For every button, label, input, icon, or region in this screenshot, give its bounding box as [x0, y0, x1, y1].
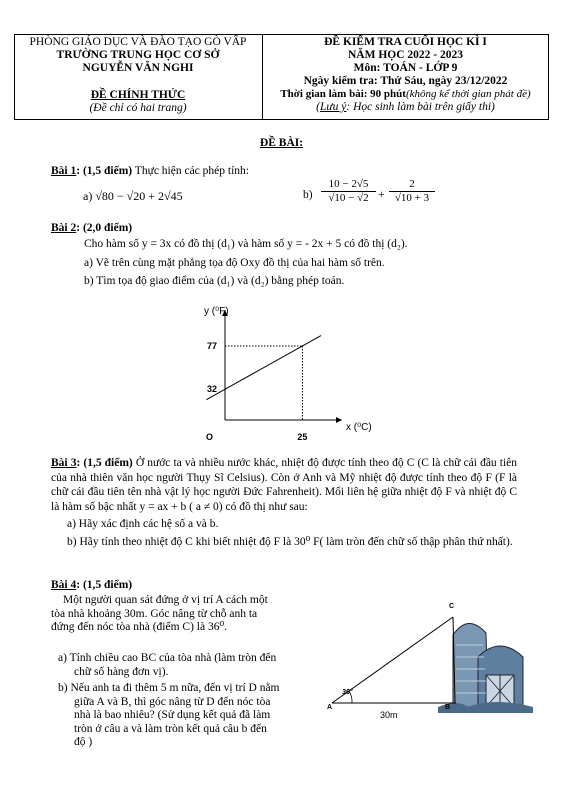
- x-axis-label: x (⁰C): [346, 422, 372, 433]
- pages-note: (Đề chỉ có hai trang): [89, 102, 187, 114]
- bai3-a: a) Hãy xác định các hệ số a và b.: [67, 518, 219, 530]
- bai1-a: a) √80 − √20 + 2√45: [83, 189, 183, 203]
- x-tick-label: 25: [297, 432, 308, 442]
- distance-label: 30m: [380, 710, 398, 720]
- section-title: ĐỀ BÀI:: [259, 137, 304, 149]
- building-figure: [318, 595, 548, 725]
- bai2-a: a) Vẽ trên cùng mặt phẳng tọa độ Oxy đồ thị của hai hàm số trên.: [84, 257, 385, 269]
- bai1-b-frac2: 2 √10 + 3: [389, 178, 435, 205]
- bai3-paragraph: Bài 3: (1,5 điểm) Ở nước ta và nhiều nước khác, nhiệt độ được tính theo độ C (C là chữ cái đầu tiên của nhà thiên văn học người Thụy Sĩ Celsius). Còn ở Anh và Mỹ nhiệt độ được tính theo độ F (F là chữ cái đầu tiên tên nhà vật lý học người Đức Fahrenheit). Mối liên hệ giữa nhiệt độ F và nhiệt độ C là hàm số bậc nhất y = ax + b ( a ≠ 0) có đồ thị như sau:: [51, 457, 517, 513]
- header-right: [262, 36, 549, 114]
- bai1-a-expr: √80 − √20 + 2√45: [95, 189, 183, 203]
- series-line: [206, 336, 321, 400]
- y-tick-label: 32: [206, 384, 217, 395]
- header-left: [14, 36, 262, 115]
- bai4-paragraph: Một người quan sát đứng ở vị trí A cách một tòa nhà khoảng 30m. Góc nâng từ chỗ anh ta đứng đến nóc tòa nhà (điểm C) là 36⁰.: [51, 594, 268, 633]
- exam-date: Ngày kiểm tra: Thứ Sáu, ngày 23/12/2022: [303, 75, 508, 87]
- bai4-b: b) Nếu anh ta đi thêm 5 m nữa, đến vị trí D nằm giữa A và B, thì góc nâng từ D đến nóc tòa nhà là bao nhiêu? (Sử dụng kết quả đã làm tròn ở câu a và làm tròn kết quả câu b đến độ ): [58, 682, 280, 748]
- subject: Môn: TOÁN - LỚP 9: [353, 62, 458, 74]
- dept-name: PHÒNG GIÁO DỤC VÀ ĐÀO TẠO GÒ VẤP: [29, 36, 247, 48]
- note-line: (Lưu ý: Học sinh làm bài trên giấy thi): [316, 101, 495, 113]
- bai1-b: b) 10 − 2√5 √10 − √2 + 2 √10 + 3: [303, 178, 433, 218]
- school-year: NĂM HỌC 2022 - 2023: [348, 49, 463, 61]
- exam-title: ĐỀ KIỂM TRA CUỐI HỌC KÌ I: [324, 36, 487, 48]
- bai2-line1: Cho hàm số y = 3x có đồ thị (d₁) và hàm số y = - 2x + 5 có đồ thị (d₂).: [84, 238, 408, 250]
- bai1-heading: Bài 1: (1,5 điểm) Thực hiện các phép tính:: [51, 165, 249, 177]
- school-line1: TRƯỜNG TRUNG HỌC CƠ SỞ: [56, 49, 220, 61]
- temperature-chart: [180, 300, 410, 450]
- school-line2: NGUYỄN VĂN NGHI: [82, 62, 194, 74]
- time-line: Thời gian làm bài: 90 phút(không kể thời gian phát đề): [280, 88, 531, 100]
- bai2-b: b) Tìm tọa độ giao điểm của (d₁) và (d₂) bằng phép toán.: [84, 275, 345, 287]
- bai2-heading: Bài 2: (2,0 điểm): [51, 222, 133, 234]
- bai4-a: a) Tính chiều cao BC của tòa nhà (làm tròn đến chữ số hàng đơn vị).: [58, 652, 277, 678]
- point-C-label: C: [449, 603, 455, 610]
- official-label: ĐỀ CHÍNH THỨC: [90, 89, 186, 101]
- bai1-b-frac1: 10 − 2√5 √10 − √2: [321, 178, 376, 205]
- building-illustration: [438, 623, 533, 713]
- y-axis-label: y (⁰F): [204, 306, 229, 317]
- point-B-label: B: [445, 704, 451, 711]
- bai3-b: b) Hãy tính theo nhiệt độ C khi biết nhiệt độ F là 30⁰ F( làm tròn đến chữ số thập phân thứ nhất).: [67, 536, 513, 548]
- angle-label: 36°: [342, 689, 353, 696]
- bai4-heading: Bài 4: (1,5 điểm): [51, 579, 133, 591]
- y-tick-label: 77: [206, 341, 217, 351]
- point-A-label: A: [327, 704, 333, 711]
- origin-label: O: [206, 432, 214, 442]
